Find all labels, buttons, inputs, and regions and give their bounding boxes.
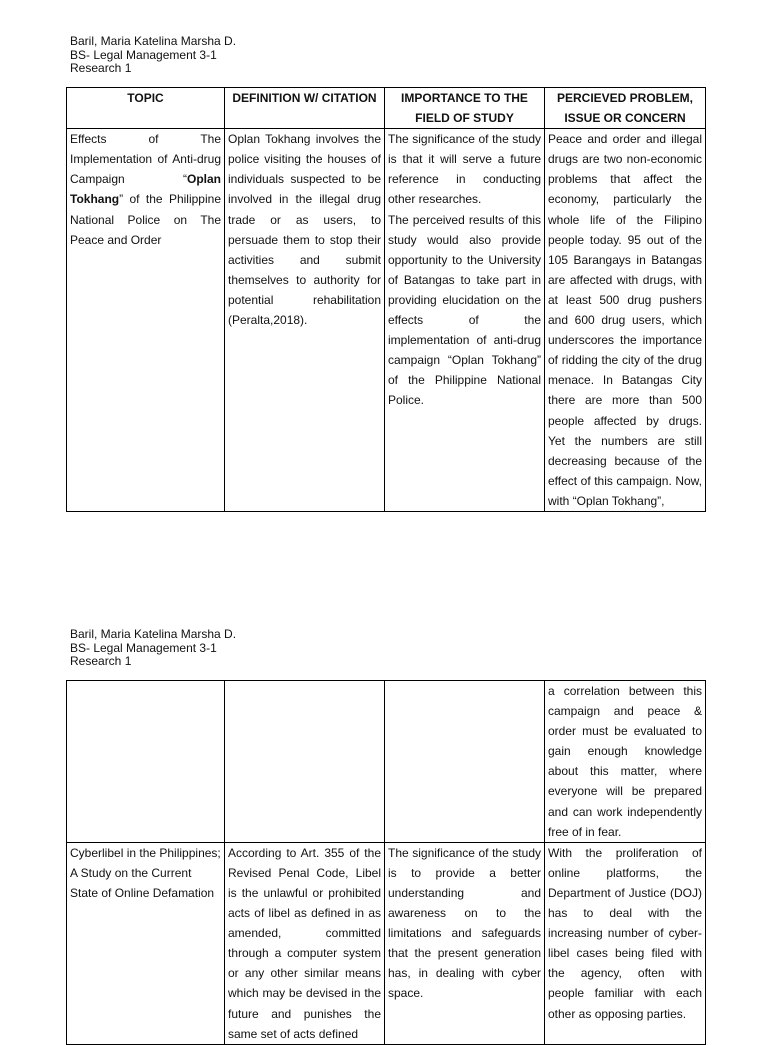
header-importance: IMPORTANCE TO THE FIELD OF STUDY xyxy=(385,88,545,129)
table-row xyxy=(67,129,706,512)
topic-text-bold: Oplan Tokhang xyxy=(70,172,221,207)
course-label: Research 1 xyxy=(70,61,132,75)
research-table-2 xyxy=(66,680,706,1045)
topic-cell: Cyberlibel in the Philippines; A Study on the Current State of Online Defamation xyxy=(67,842,225,1044)
definition-cell-empty xyxy=(225,681,385,843)
importance-cell: The significance of the study is to provide a better understanding and awareness on to the limitations and safeguards that the present generation has, in dealing with cyber space. xyxy=(385,842,545,1044)
problem-cell: a correlation between this campaign and peace & order must be evaluated to gain enough knowledge about this matter, where everyone will be prepared and can work independently free of in fear. xyxy=(545,681,706,843)
table-row xyxy=(67,842,706,1044)
topic-cell xyxy=(67,129,225,512)
table-row xyxy=(67,681,706,843)
page-header-2 xyxy=(70,628,236,669)
topic-text-pre: Effects of The Implementation of Anti-drug Campaign “ xyxy=(70,132,221,187)
table-header-row xyxy=(67,88,706,129)
definition-cell: Oplan Tokhang involves the police visiting the houses of individuals suspected to be involved in the illegal drug trade or as users, to persuade them to stop their activities and submit themselves to authority for potential rehabilitation (Peralta,2018). xyxy=(225,129,385,512)
author-name: Baril, Maria Katelina Marsha D. xyxy=(70,34,237,48)
problem-cell: With the proliferation of online platforms, the Department of Justice (DOJ) has to deal with the increasing number of cyber-libel cases being filed with the agency, often with people familiar with each other as opposing parties. xyxy=(545,842,706,1044)
research-table-1 xyxy=(66,87,706,512)
program-label: BS- Legal Management 3-1 xyxy=(70,640,217,655)
importance-text-2: The perceived results of this study would also provide opportunity to the University of Batangas to take part in providing elucidation on the effects of the implementation of anti-drug campaign “Oplan Tokhang” of the Philippine National Police. xyxy=(388,212,541,408)
topic-cell-empty xyxy=(67,681,225,843)
header-definition: DEFINITION W/ CITATION xyxy=(225,88,385,129)
definition-cell: According to Art. 355 of the Revised Penal Code, Libel is the unlawful or prohibited acts of libel as defined in as amended, committed through a computer system or any other similar means which may be devised in the future and punishes the same set of acts defined xyxy=(225,842,385,1044)
importance-text-1: The significance of the study is that it will serve a future reference in conducting other researches. xyxy=(388,132,541,207)
header-topic: TOPIC xyxy=(67,88,225,129)
author-name: Baril, Maria Katelina Marsha D. xyxy=(70,627,237,641)
importance-cell xyxy=(385,129,545,512)
importance-cell-empty xyxy=(385,681,545,843)
problem-cell: Peace and order and illegal drugs are two non-economic problems that affect the economy, particularly the whole life of the Filipino people today. 95 out of the 105 Barangays in Batangas are affected with drugs, with at least 500 drug pushers and 600 drug users, which underscores the importance of ridding the city of the drug menace. In Batangas City there are more than 500 people affected by drugs. Yet the numbers are still decreasing because of the effect of this campaign. Now, with “Oplan Tokhang”, xyxy=(545,129,706,512)
page-header-1 xyxy=(70,35,236,76)
program-label: BS- Legal Management 3-1 xyxy=(70,47,217,62)
header-problem: PERCIEVED PROBLEM, ISSUE OR CONCERN xyxy=(545,88,706,129)
topic-text-post: ” of the Philippine National Police on The Peace and Order xyxy=(70,192,221,247)
course-label: Research 1 xyxy=(70,654,132,668)
